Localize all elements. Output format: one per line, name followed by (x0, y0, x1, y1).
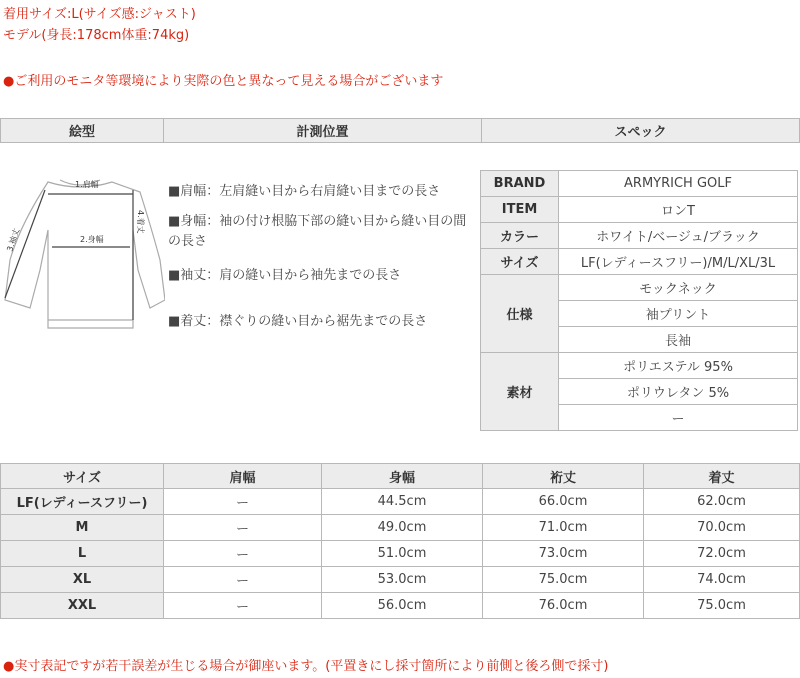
size-col-header-shoulder: 肩幅 (164, 464, 322, 489)
spec-brand-value: ARMYRICH GOLF (559, 171, 798, 197)
size-table-header-row (1, 464, 800, 489)
note-chest: ■身幅：袖の付け根脇下部の縫い目から縫い目の間の長さ (168, 214, 467, 249)
table-row (1, 541, 800, 567)
chest-cell: 51.0cm (322, 541, 483, 567)
length-cell: 75.0cm (644, 593, 800, 619)
chest-cell: 53.0cm (322, 567, 483, 593)
size-col-header-chest: 身幅 (322, 464, 483, 489)
garment-diagram (0, 170, 165, 345)
header-diagram: 絵型 (1, 119, 164, 143)
note-shoulder: ■肩幅：左肩縫い目から右肩縫い目までの長さ (168, 184, 441, 199)
size-cell: L (1, 541, 164, 567)
spec-size-value: LF(レディースフリー)/M/L/XL/3L (559, 249, 798, 275)
table-row (1, 593, 800, 619)
table-row (1, 567, 800, 593)
table-row (1, 489, 800, 515)
length-cell: 72.0cm (644, 541, 800, 567)
chest-cell: 56.0cm (322, 593, 483, 619)
spec-shiyou-3: 長袖 (559, 327, 798, 353)
size-col-header-sleeve: 裄丈 (483, 464, 644, 489)
monitor-note: ●ご利用のモニタ等環境により実際の色と異なって見える場合がございます (3, 74, 444, 89)
sleeve-cell: 75.0cm (483, 567, 644, 593)
spec-color-label: カラー (481, 223, 559, 249)
shoulder-cell: ー (164, 567, 322, 593)
size-cell: XL (1, 567, 164, 593)
size-table (0, 463, 800, 619)
footer-note: ●実寸表記ですが若干誤差が生じる場合が御座います。(平置きにし採寸箇所により前側と後ろ側で採寸) (3, 659, 609, 674)
spec-material-3: ー (559, 405, 798, 431)
note-length: ■着丈：襟ぐりの縫い目から裾先までの長さ (168, 314, 428, 329)
spec-color-value: ホワイト/ベージュ/ブラック (559, 223, 798, 249)
spec-item-value: ロンT (559, 197, 798, 223)
shoulder-cell: ー (164, 593, 322, 619)
spec-shiyou-label: 仕様 (481, 275, 559, 353)
header-spec: スペック (482, 119, 800, 143)
spec-table (480, 170, 798, 431)
measure-notes (168, 182, 473, 342)
length-cell: 62.0cm (644, 489, 800, 515)
header-measure-position: 計測位置 (164, 119, 482, 143)
sleeve-cell: 73.0cm (483, 541, 644, 567)
spec-brand-label: BRAND (481, 171, 559, 197)
model-info-text: モデル(身長:178cm体重:74kg) (3, 28, 190, 43)
spec-shiyou-2: 袖プリント (559, 301, 798, 327)
spec-material-2: ポリウレタン 5% (559, 379, 798, 405)
length-cell: 70.0cm (644, 515, 800, 541)
diagram-label-3: 3.袖丈 (5, 227, 22, 253)
chest-cell: 44.5cm (322, 489, 483, 515)
spec-size-label: サイズ (481, 249, 559, 275)
worn-size-text: 着用サイズ:L(サイズ感:ジャスト) (3, 7, 196, 22)
shirt-outline (5, 182, 165, 328)
shoulder-cell: ー (164, 541, 322, 567)
sleeve-cell: 71.0cm (483, 515, 644, 541)
spec-item-label: ITEM (481, 197, 559, 223)
size-cell: M (1, 515, 164, 541)
size-cell: LF(レディースフリー) (1, 489, 164, 515)
chest-cell: 49.0cm (322, 515, 483, 541)
size-cell: XXL (1, 593, 164, 619)
length-cell: 74.0cm (644, 567, 800, 593)
spec-shiyou-1: モックネック (559, 275, 798, 301)
sleeve-cell: 76.0cm (483, 593, 644, 619)
shoulder-cell: ー (164, 489, 322, 515)
shoulder-cell: ー (164, 515, 322, 541)
section-header-table (0, 118, 800, 143)
note-sleeve: ■袖丈：肩の縫い目から袖先までの長さ (168, 268, 402, 283)
table-row (1, 515, 800, 541)
size-col-header-length: 着丈 (644, 464, 800, 489)
sleeve-cell: 66.0cm (483, 489, 644, 515)
diagram-label-4: 4.着丈 (136, 210, 145, 234)
diagram-label-2: 2.身幅 (80, 235, 104, 244)
diagram-label-1: 1.肩幅 (75, 180, 99, 189)
spec-material-label: 素材 (481, 353, 559, 431)
size-col-header-size: サイズ (1, 464, 164, 489)
spec-material-1: ポリエステル 95% (559, 353, 798, 379)
